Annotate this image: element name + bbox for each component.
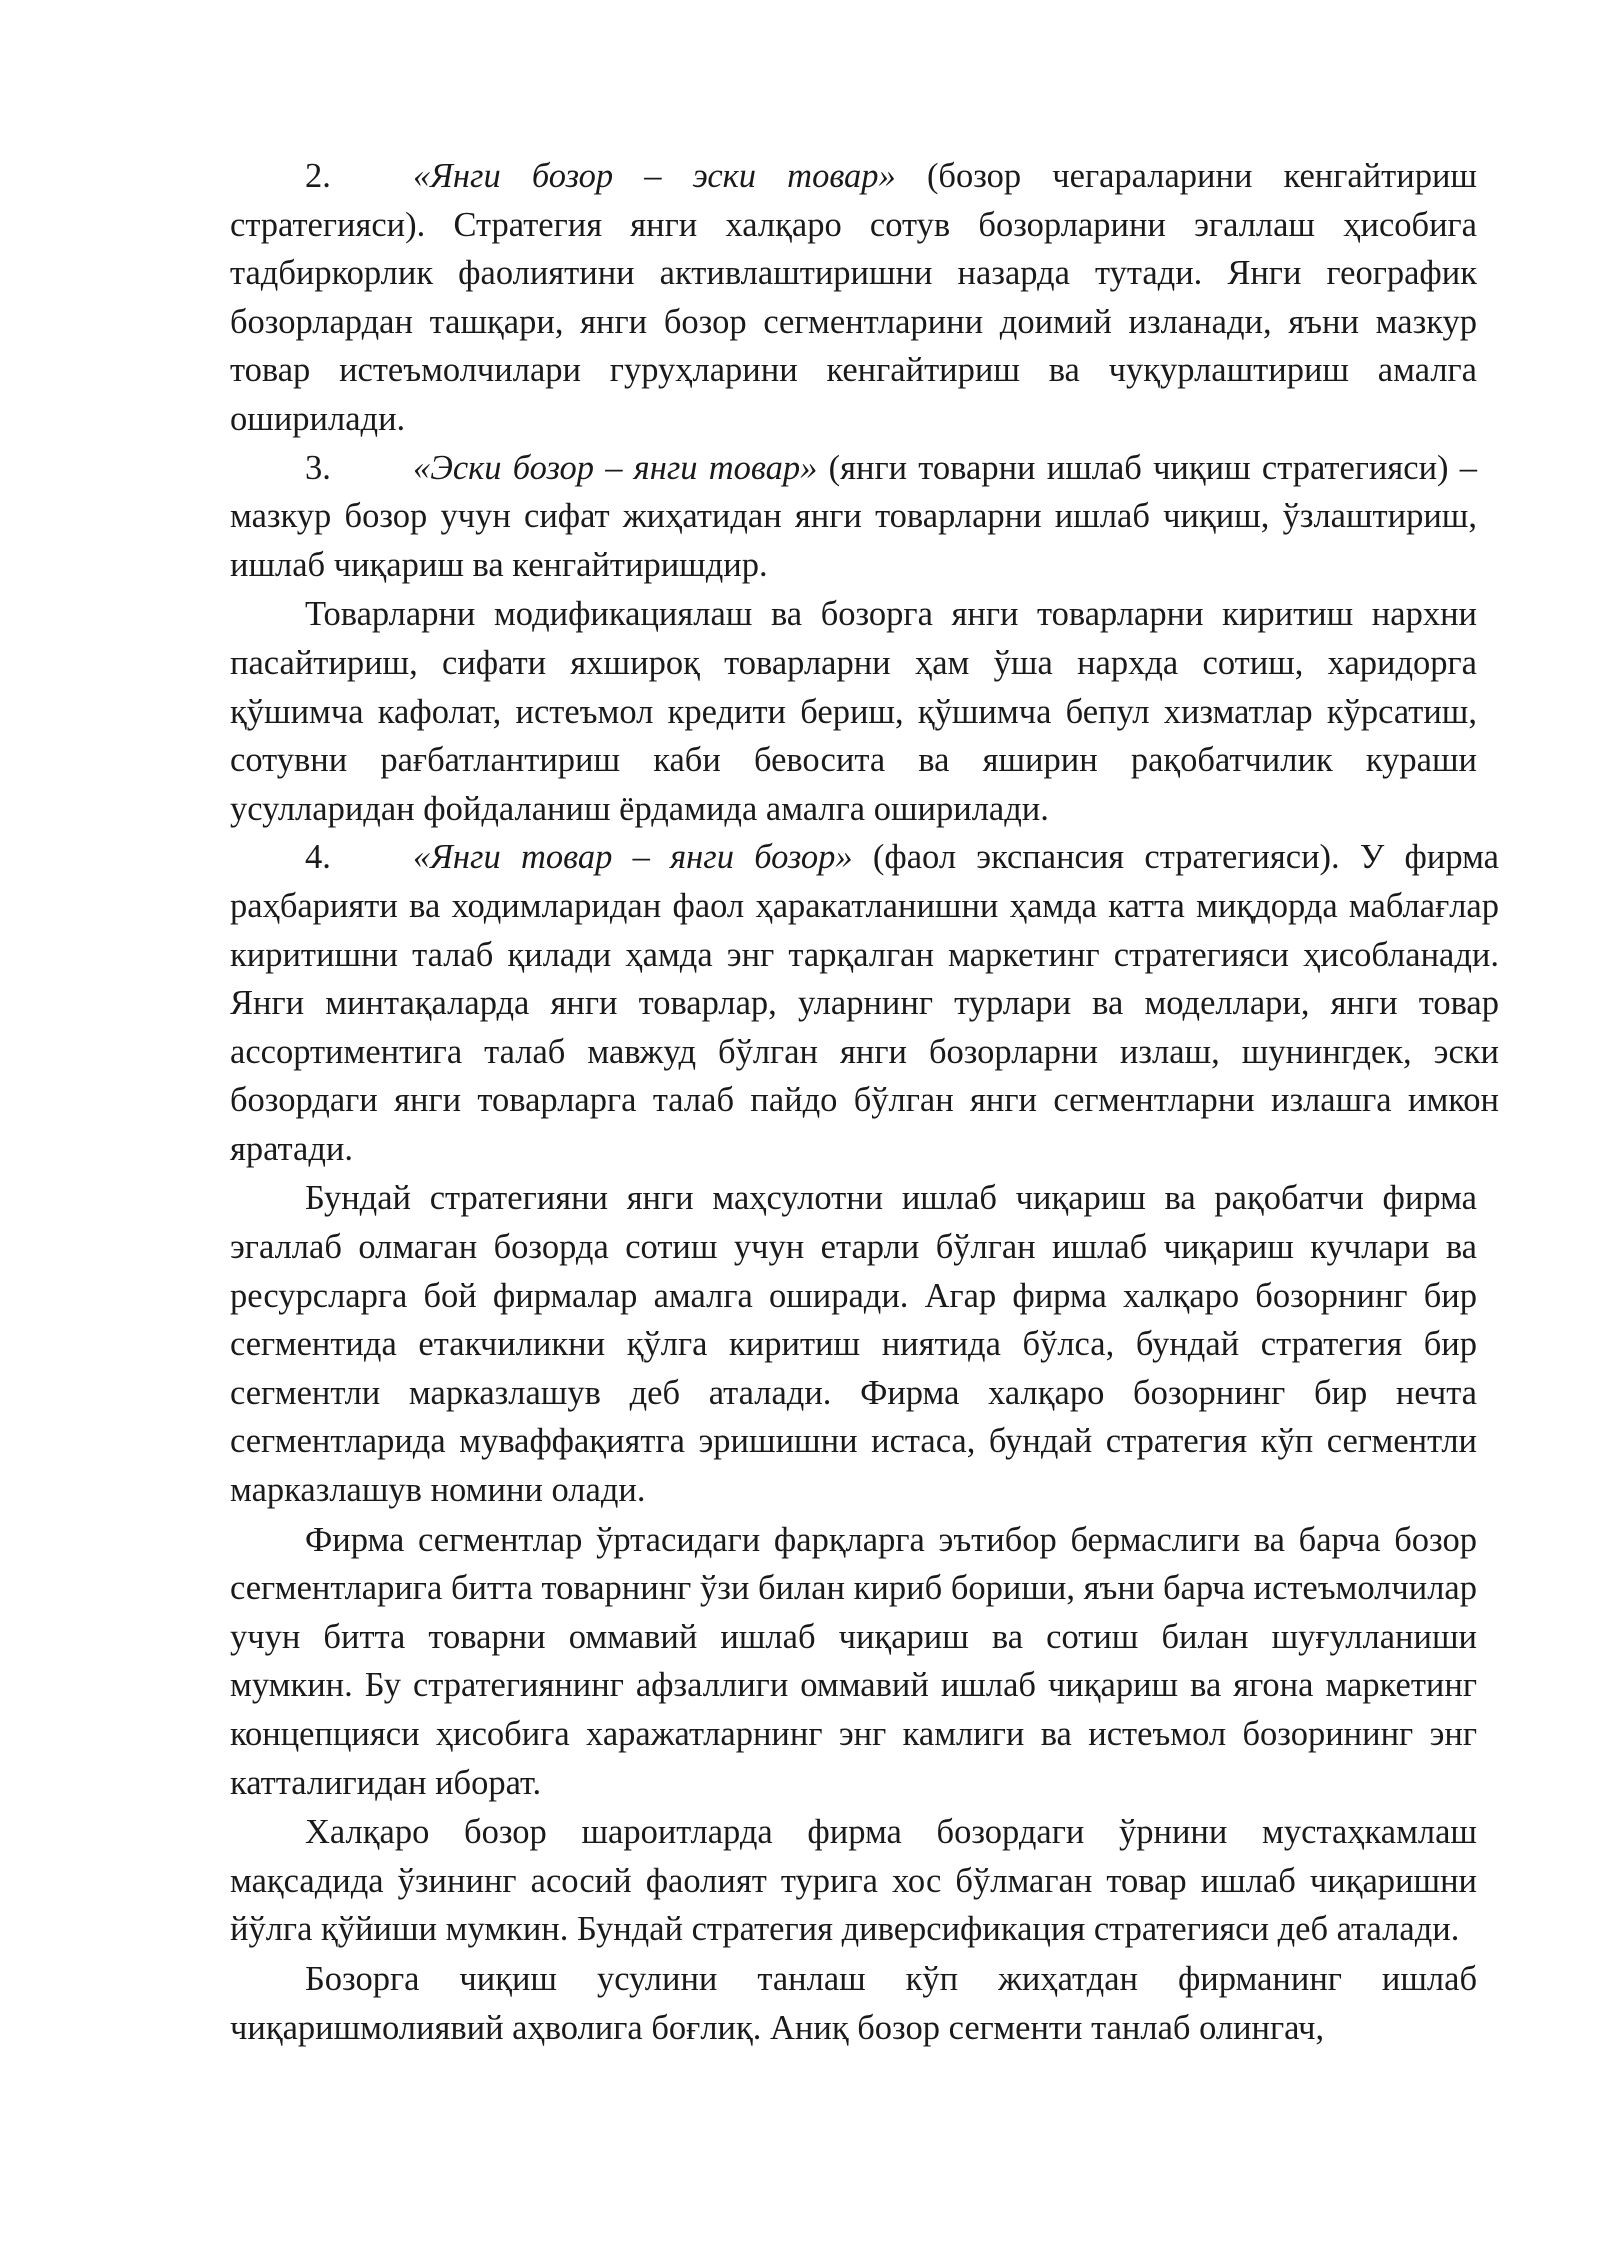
item-number: 3.: [305, 448, 331, 487]
numbered-paragraph-2: [230, 152, 1477, 444]
body-paragraph: Халқаро бозор шароитларда фирма бозордаги ўрнини мустаҳкамлаш мақсадида ўзининг асосий фаолият турига хос бўлмаган товар ишлаб чиқаришни йўлга қўйиши мумкин. Бундай стратегия диверсификация стратегияси деб аталади.: [230, 1813, 1477, 1949]
item-number: 2.: [305, 157, 331, 195]
body-paragraph: Фирма сегментлар ўртасидаги фарқларга эътибор бермаслиги ва барча бозор сегментларига битта товарнинг ўзи билан кириб бориши, яъни барча истеъмолчилар учун битта товарни оммавий ишлаб чиқариш ва сотиш билан шуғулланиши мумкин. Бу стратегиянинг афзаллиги оммавий ишлаб чиқариш ва ягона маркетинг концепцияси ҳисобига харажатларнинг энг камлиги ва истеъмол бозорининг энг катталигидан иборат.: [230, 1520, 1477, 1802]
item-title: «Янги бозор – эски товар»: [413, 157, 896, 195]
numbered-paragraph-3: [230, 444, 1477, 590]
document-page: [230, 152, 1499, 2052]
item-number: 4.: [305, 838, 331, 877]
body-paragraph: Бозорга чиқиш усулини танлаш кўп жиҳатдан фирманинг ишлаб чиқаришмолиявий аҳволига боғлиқ. Аниқ бозор сегменти танлаб олингач,: [230, 1959, 1477, 2047]
item-title: «Янги товар – янги бозор»: [413, 838, 853, 877]
body-paragraph: Бундай стратегияни янги маҳсулотни ишлаб чиқариш ва рақобатчи фирма эгаллаб олмаган бозорда сотиш учун етарли бўлган ишлаб чиқариш кучлари ва ресурсларга бой фирмалар амалга оширади. Агар фирма халқаро бозорнинг бир сегментида етакчиликни қўлга киритиш ниятида бўлса, бундай стратегия бир сегментли марказлашув деб аталади. Фирма халқаро бозорнинг бир нечта сегментларида муваффақиятга эришишни истаса, бундай стратегия кўп сегментли марказлашув номини олади.: [230, 1179, 1477, 1510]
item-title: «Эски бозор – янги товар»: [413, 448, 818, 487]
item-text: (янги товарни ишлаб чиқиш стратегияси) – мазкур бозор учун сифат жиҳатидан янги товарларни ишлаб чиқиш, ўзлаштириш, ишлаб чиқариш ва кенгайтиришдир.: [230, 448, 1477, 584]
numbered-paragraph-4: [230, 833, 1499, 1173]
item-text: (бозор чегараларини кенгайтириш стратегияси). Стратегия янги халқаро сотув бозорларини эгаллаш ҳисобига тадбиркорлик фаолиятини активлаштиришни назарда тутади. Янги географик бозорлардан ташқари, янги бозор сегментларини доимий изланади, яъни мазкур товар истеъмолчилари гуруҳларини кенгайтириш ва чуқурлаштириш амалга оширилади.: [230, 157, 1477, 438]
item-text: (фаол экспансия стратегияси). У фирма раҳбарияти ва ходимларидан фаол ҳаракатланишни ҳамда катта миқдорда маблағлар киритишни талаб қилади ҳамда энг тарқалган маркетинг стратегияси ҳисобланади. Янги минтақаларда янги товарлар, уларнинг турлари ва моделлари, янги товар ассортиментига талаб мавжуд бўлган янги бозорларни излаш, шунингдек, эски бозордаги янги товарларга талаб пайдо бўлган янги сегментларни излашга имкон яратади.: [230, 838, 1499, 1168]
body-paragraph: Товарларни модификациялаш ва бозорга янги товарларни киритиш нархни пасайтириш, сифати яхшироқ товарларни ҳам ўша нархда сотиш, харидорга қўшимча кафолат, истеъмол кредити бериш, қўшимча бепул хизматлар кўрсатиш, сотувни рағбатлантириш каби бевосита ва яширин рақобатчилик кураши усулларидан фойдаланиш ёрдамида амалга оширилади.: [230, 595, 1477, 828]
